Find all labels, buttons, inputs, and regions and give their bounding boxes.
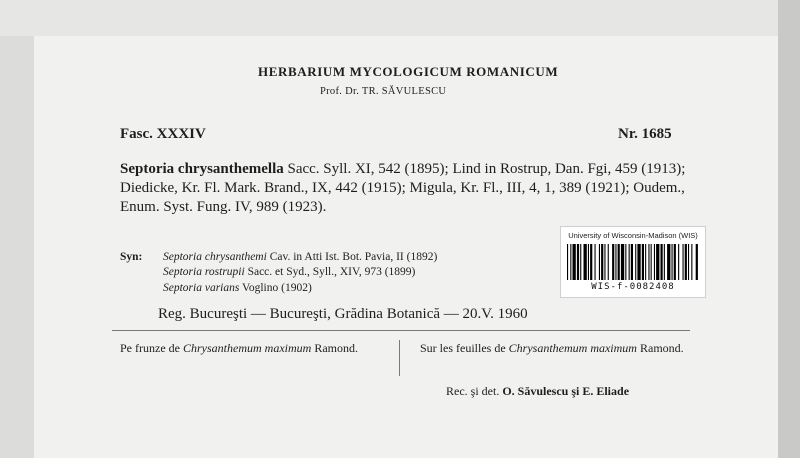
- synonym-name: Septoria rostrupii: [163, 266, 245, 278]
- scan-right-margin: [778, 0, 800, 458]
- divider-line: [112, 330, 690, 331]
- synonym-ref: Voglino (1902): [242, 282, 312, 294]
- synonym-line: [163, 251, 437, 263]
- synonym-name: Septoria varians: [163, 282, 240, 294]
- barcode-id: WIS-f-0082408: [591, 282, 675, 292]
- herbarium-title: HERBARIUM MYCOLOGICUM ROMANICUM: [258, 64, 559, 79]
- column-divider: [399, 340, 400, 376]
- fascicle-number: Fasc. XXXIV: [120, 126, 206, 142]
- collectors-prefix: Rec. şi det.: [446, 384, 500, 398]
- synonym-line: [163, 282, 312, 294]
- host-fr-suffix: Ramond.: [639, 341, 684, 355]
- host-ro-prefix: Pe frunze de: [120, 341, 180, 355]
- species-citation: Sacc. Syll. XI, 542 (1895); Lind in Rostrup, Dan. Fgi, 459 (1913); Diedicke, Kr. Fl. Mark. Brand., IX, 442 (1915); Migula, Kr. Fl., III, 4, 1, 389 (1921); Oudem., Enum. Syst. Fung. IV, 989 (1923).: [120, 161, 686, 215]
- species-name: Septoria chrysanthemella: [120, 161, 284, 177]
- collection-locality: Reg. Bucureşti — Bucureşti, Grădina Botanică — 20.V. 1960: [158, 306, 528, 322]
- barcode-label: [560, 226, 706, 298]
- synonym-name: Septoria chrysanthemi: [163, 251, 267, 263]
- host-ro-plant: Chrysanthemum maximum: [182, 341, 312, 355]
- collectors-line: [446, 384, 629, 399]
- collectors-names: O. Săvulescu şi E. Eliade: [502, 384, 630, 398]
- host-fr-plant: Chrysanthemum maximum: [508, 341, 637, 355]
- synonym-ref: Sacc. et Syd., Syll., XIV, 973 (1899): [247, 266, 416, 278]
- host-ro-suffix: Ramond.: [314, 341, 358, 355]
- synonyms-label: Syn:: [120, 251, 143, 263]
- synonym-line: [163, 266, 415, 278]
- host-fr-prefix: Sur les feuilles de: [420, 341, 506, 355]
- host-french: [420, 339, 690, 357]
- herbarium-editor: Prof. Dr. TR. SĂVULESCU: [320, 86, 447, 97]
- barcode-image: [567, 244, 699, 280]
- scan-left-margin: [0, 36, 34, 458]
- species-entry: [120, 160, 688, 217]
- barcode-institution: University of Wisconsin-Madison (WIS): [568, 231, 698, 240]
- host-romanian: [120, 339, 390, 357]
- synonym-ref: Cav. in Atti Ist. Bot. Pavia, II (1892): [269, 251, 438, 263]
- scan-top-margin: [0, 0, 800, 36]
- specimen-number: Nr. 1685: [618, 126, 672, 142]
